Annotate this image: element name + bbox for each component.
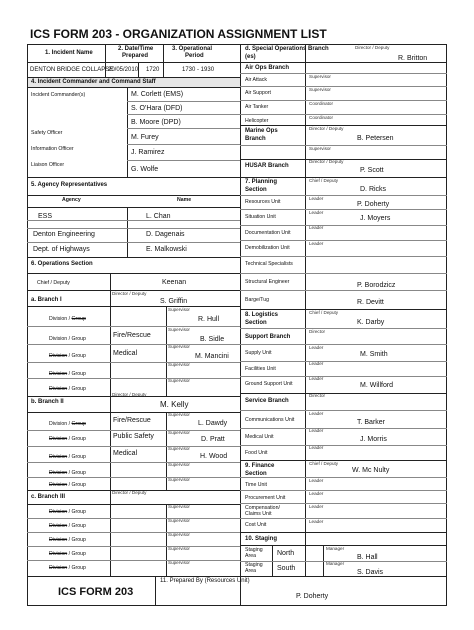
date-value[interactable]: 20/05/2010 bbox=[108, 67, 139, 73]
staging-area-1[interactable]: North bbox=[277, 550, 295, 557]
husar-branch-label: HUSAR Branch bbox=[245, 163, 289, 169]
cost-unit-label: Cost Unit bbox=[245, 522, 267, 528]
air-attack-label: Air Attack bbox=[245, 77, 267, 83]
branch2-row1-supervisor[interactable]: L. Dawdy bbox=[198, 420, 228, 427]
section6-label: 6. Operations Section bbox=[31, 261, 93, 267]
branch1-row5-divgroup: Division / Group bbox=[49, 386, 86, 392]
food-unit-label: Food Unit bbox=[245, 450, 268, 456]
prepared-by-value[interactable]: P. Doherty bbox=[296, 593, 329, 600]
branch2-label: b. Branch II bbox=[31, 399, 64, 405]
agency-row-1[interactable]: ESS bbox=[38, 213, 53, 220]
branch1-row2-supervisor[interactable]: B. Sidle bbox=[200, 336, 225, 343]
branch1-row4-divgroup: Division / Group bbox=[49, 371, 86, 377]
branch2-row3-supervisor[interactable]: H. Wood bbox=[200, 453, 228, 460]
safety-officer-value[interactable]: M. Furey bbox=[131, 134, 159, 141]
communications-unit-leader[interactable]: T. Barker bbox=[357, 419, 386, 426]
branch3-row3-divgroup: Division / Group bbox=[49, 537, 86, 543]
procurement-unit-label: Procurement Unit bbox=[245, 495, 286, 501]
facilities-unit-label: Facilities Unit bbox=[245, 366, 276, 372]
husar-director[interactable]: P. Scott bbox=[360, 167, 384, 174]
branch1-director[interactable]: S. Griffin bbox=[160, 298, 188, 305]
branch3-row4-divgroup: Division / Group bbox=[49, 551, 86, 557]
date-time-label: 2. Date/Time bbox=[118, 46, 154, 52]
resources-unit-label: Resources Unit bbox=[245, 199, 281, 205]
information-officer-label: Information Officer bbox=[31, 146, 74, 152]
incident-name-label: 1. Incident Name bbox=[45, 50, 93, 56]
branch1-row1-supervisor[interactable]: R. Hull bbox=[198, 316, 220, 323]
branch3-label: c. Branch III bbox=[31, 494, 66, 500]
prepared-by-label: 11. Prepared By (Resources Unit) bbox=[160, 578, 250, 584]
incident-name-value[interactable]: DENTON BRIDGE COLLAPSE bbox=[30, 67, 114, 73]
situation-unit-leader[interactable]: J. Moyers bbox=[360, 215, 391, 222]
information-officer-value[interactable]: J. Ramirez bbox=[131, 149, 165, 156]
air-support-label: Air Support bbox=[245, 90, 271, 96]
safety-officer-label: Safety Officer bbox=[31, 130, 63, 136]
time-value[interactable]: 1720 bbox=[146, 67, 160, 73]
situation-unit-label: Situation Unit bbox=[245, 214, 276, 220]
ground-support-leader[interactable]: M. Willford bbox=[360, 382, 394, 389]
marine-ops-branch-label: Marine Ops bbox=[245, 128, 278, 134]
staging-manager-1[interactable]: B. Hall bbox=[357, 554, 378, 561]
incident-commander-2[interactable]: S. O'Hara (DFD) bbox=[131, 105, 183, 112]
incident-commanders-label: Incident Commander(s) bbox=[31, 92, 86, 98]
ops-chief-value[interactable]: Keenan bbox=[162, 279, 187, 286]
ops-chief-label: Chief / Deputy bbox=[37, 280, 70, 286]
staging-area-label-1: Staging bbox=[245, 547, 263, 553]
branch1-row3-assignment[interactable]: Medical bbox=[113, 350, 138, 357]
form-title: ICS FORM 203 - ORGANIZATION ASSIGNMENT LIST bbox=[30, 27, 327, 41]
special-ops-director[interactable]: R. Britton bbox=[398, 55, 428, 62]
branch1-row2-divgroup: Division / Group bbox=[49, 336, 86, 342]
agency-rep-3[interactable]: D. Dagenais bbox=[146, 231, 185, 238]
section4-label: 4. Incident Commander and Command Staff bbox=[31, 79, 156, 85]
section5-label: 5. Agency Representatives bbox=[31, 182, 108, 188]
barge-tug-value[interactable]: R. Devitt bbox=[357, 299, 384, 306]
branch2-row3-divgroup: Division / Group bbox=[49, 454, 86, 460]
compensation-claims-unit-label: Compensation/ bbox=[245, 505, 280, 511]
planning-deputy[interactable]: P. Doherty bbox=[357, 201, 390, 208]
finance-section-label: 9. Finance bbox=[245, 463, 275, 469]
branch2-row2-divgroup: Division / Group bbox=[49, 436, 86, 442]
support-branch-label: Support Branch bbox=[245, 334, 291, 340]
logistics-chief[interactable]: K. Darby bbox=[357, 319, 385, 326]
liaison-officer-value[interactable]: G. Wolfe bbox=[131, 166, 159, 173]
planning-section-label: 7. Planning bbox=[245, 179, 278, 185]
branch1-row2-assignment[interactable]: Fire/Rescue bbox=[113, 332, 151, 339]
barge-tug-label: Barge/Tug bbox=[245, 297, 270, 303]
air-tanker-label: Air Tanker bbox=[245, 104, 269, 110]
ics-form-203: ICS FORM 203 - ORGANIZATION ASSIGNMENT LIST 1. Incident Name 2. Date/Time Prepared 3. Operational Period DENTON BRIDGE COLLAPSE 20/05/2010 1720 1730 - 1930 4. Incident Commander and Command Staff Incident Commander(s) M. Corlett (EMS) S. O'Hara (DFD) B. Moore (DPD) Safety Officer M. Furey Information Officer J. Ramirez Liaison Officer G. Wolfe 5. Agency Representatives Agency Name ESS L. Chan Denton Engineering D. Dagenais Dept. of Highways E. Malkowski 6. Operations Section Chief / Deputy Keenan a. Branch I Director / Deputy S. Griffin Division / Group Supervisor R. Hull Division / Group Fire/Rescue Supervisor B. Sidle Division / Group Medical Supervisor M. Mancini Division / Group Supervisor Division / Group Supervisor b. Branch II Director / Deputy M. Kelly Division / Group Fire/Rescue Supervisor L. Dawdy Division / Group Public Safety Supervisor D. Pratt Division / Group Medical Supervisor H. Wood Division / Group Supervisor Division / Group Supervisor c. Branch III Director / Deputy Division / Group Supervisor Division / Group Supervisor Division / Group Supervisor Division / Group Supervisor Division / Group Supervisor d. Special Operations Branch (es) Director / Deputy R. Britton Air Ops Branch Air Attack Supervisor Air Support Supervisor Air Tanker Coordinator Helicopter Coordinator Marine Ops Branch Director / Deputy B. Petersen Supervisor HUSAR Branch Director / Deputy P. Scott 7. Planning Section Chief / Deputy D. Ricks P. Doherty Resources Unit Leader Situation Unit Leader J. Moyers Documentation Unit Leader Demobilization Unit Leader Technical Specialists Structural Engineer P. Borodzicz Barge/Tug R. Devitt 8. Logistics Section Chief / Deputy K. Darby Support Branch Director Supply Unit Leader M. Smith Facilities Unit Leader Ground Support Unit Leader M. Willford Service Branch Director Communications Unit Leader T. Barker Medical Unit Leader J. Morris Food Unit Leader 9. Finance Section Chief / Deputy W. Mc Nulty Time Unit Leader Procurement Unit Leader Compensation/ Claims Unit Leader Cost Unit Leader 10. Staging Staging Area North Manager B. Hall Staging Area South Manager S. Davis ICS FORM 203 11. Prepared By (Resources Unit) P. Doherty bbox=[0, 0, 474, 630]
technical-specialists-label: Technical Specialists bbox=[245, 261, 293, 267]
branch2-row2-supervisor[interactable]: D. Pratt bbox=[201, 436, 225, 443]
air-ops-branch-label: Air Ops Branch bbox=[245, 65, 290, 71]
branch1-row1-divgroup: Division / Group bbox=[49, 316, 86, 322]
footer-form-name: ICS FORM 203 bbox=[58, 586, 134, 598]
liaison-officer-label: Liaison Officer bbox=[31, 162, 65, 168]
branch3-row1-divgroup: Division / Group bbox=[49, 509, 86, 515]
staging-area-label-2: Staging bbox=[245, 562, 263, 568]
agency-column-header: Agency bbox=[62, 197, 81, 203]
logistics-section-label: 8. Logistics bbox=[245, 312, 279, 318]
branch3-row5-divgroup: Division / Group bbox=[49, 565, 86, 571]
agency-row-3[interactable]: Denton Engineering bbox=[33, 231, 95, 238]
finance-chief[interactable]: W. Mc Nulty bbox=[352, 467, 390, 474]
branch3-row2-divgroup: Division / Group bbox=[49, 523, 86, 529]
planning-chief[interactable]: D. Ricks bbox=[360, 186, 387, 193]
service-branch-label: Service Branch bbox=[245, 398, 289, 404]
structural-engineer-value[interactable]: P. Borodzicz bbox=[357, 282, 396, 289]
ground-support-unit-label: Ground Support Unit bbox=[245, 381, 293, 387]
branch2-row5-divgroup: Division / Group bbox=[49, 482, 86, 488]
marine-ops-director[interactable]: B. Petersen bbox=[357, 135, 394, 142]
incident-commander-1[interactable]: M. Corlett (EMS) bbox=[131, 91, 184, 98]
op-period-value[interactable]: 1730 - 1930 bbox=[182, 67, 215, 73]
staging-manager-2[interactable]: S. Davis bbox=[357, 569, 384, 576]
incident-commander-3[interactable]: B. Moore (DPD) bbox=[131, 119, 181, 126]
branch2-row4-divgroup: Division / Group bbox=[49, 470, 86, 476]
medical-unit-label: Medical Unit bbox=[245, 434, 274, 440]
branch1-label: a. Branch I bbox=[31, 297, 62, 303]
staging-area-2[interactable]: South bbox=[277, 565, 296, 572]
supply-unit-leader[interactable]: M. Smith bbox=[360, 351, 388, 358]
time-unit-label: Time Unit bbox=[245, 482, 268, 488]
communications-unit-label: Communications Unit bbox=[245, 417, 295, 423]
branch1-row3-supervisor[interactable]: M. Mancini bbox=[195, 353, 229, 360]
branch2-row3-assignment[interactable]: Medical bbox=[113, 450, 138, 457]
helicopter-label: Helicopter bbox=[245, 118, 269, 124]
staging-section-label: 10. Staging bbox=[245, 536, 278, 542]
agency-row-4[interactable]: Dept. of Highways bbox=[33, 246, 90, 253]
branch1-row3-divgroup: Division / Group bbox=[49, 353, 86, 359]
branch2-row1-assignment[interactable]: Fire/Rescue bbox=[113, 417, 151, 424]
branch2-row1-divgroup: Division / Group bbox=[49, 421, 86, 427]
agency-rep-4[interactable]: E. Malkowski bbox=[146, 246, 187, 253]
branch2-director[interactable]: M. Kelly bbox=[160, 400, 189, 409]
demobilization-unit-label: Demobilization Unit bbox=[245, 245, 290, 251]
branch2-row2-assignment[interactable]: Public Safety bbox=[113, 433, 154, 440]
op-period-label: 3. Operational bbox=[172, 46, 213, 52]
medical-unit-leader[interactable]: J. Morris bbox=[360, 436, 387, 443]
agency-rep-1[interactable]: L. Chan bbox=[146, 213, 171, 220]
special-ops-label: d. Special Operations Branch bbox=[245, 46, 329, 52]
structural-engineer-label: Structural Engineer bbox=[245, 279, 290, 285]
documentation-unit-label: Documentation Unit bbox=[245, 230, 291, 236]
supply-unit-label: Supply Unit bbox=[245, 350, 272, 356]
name-column-header: Name bbox=[177, 197, 192, 203]
